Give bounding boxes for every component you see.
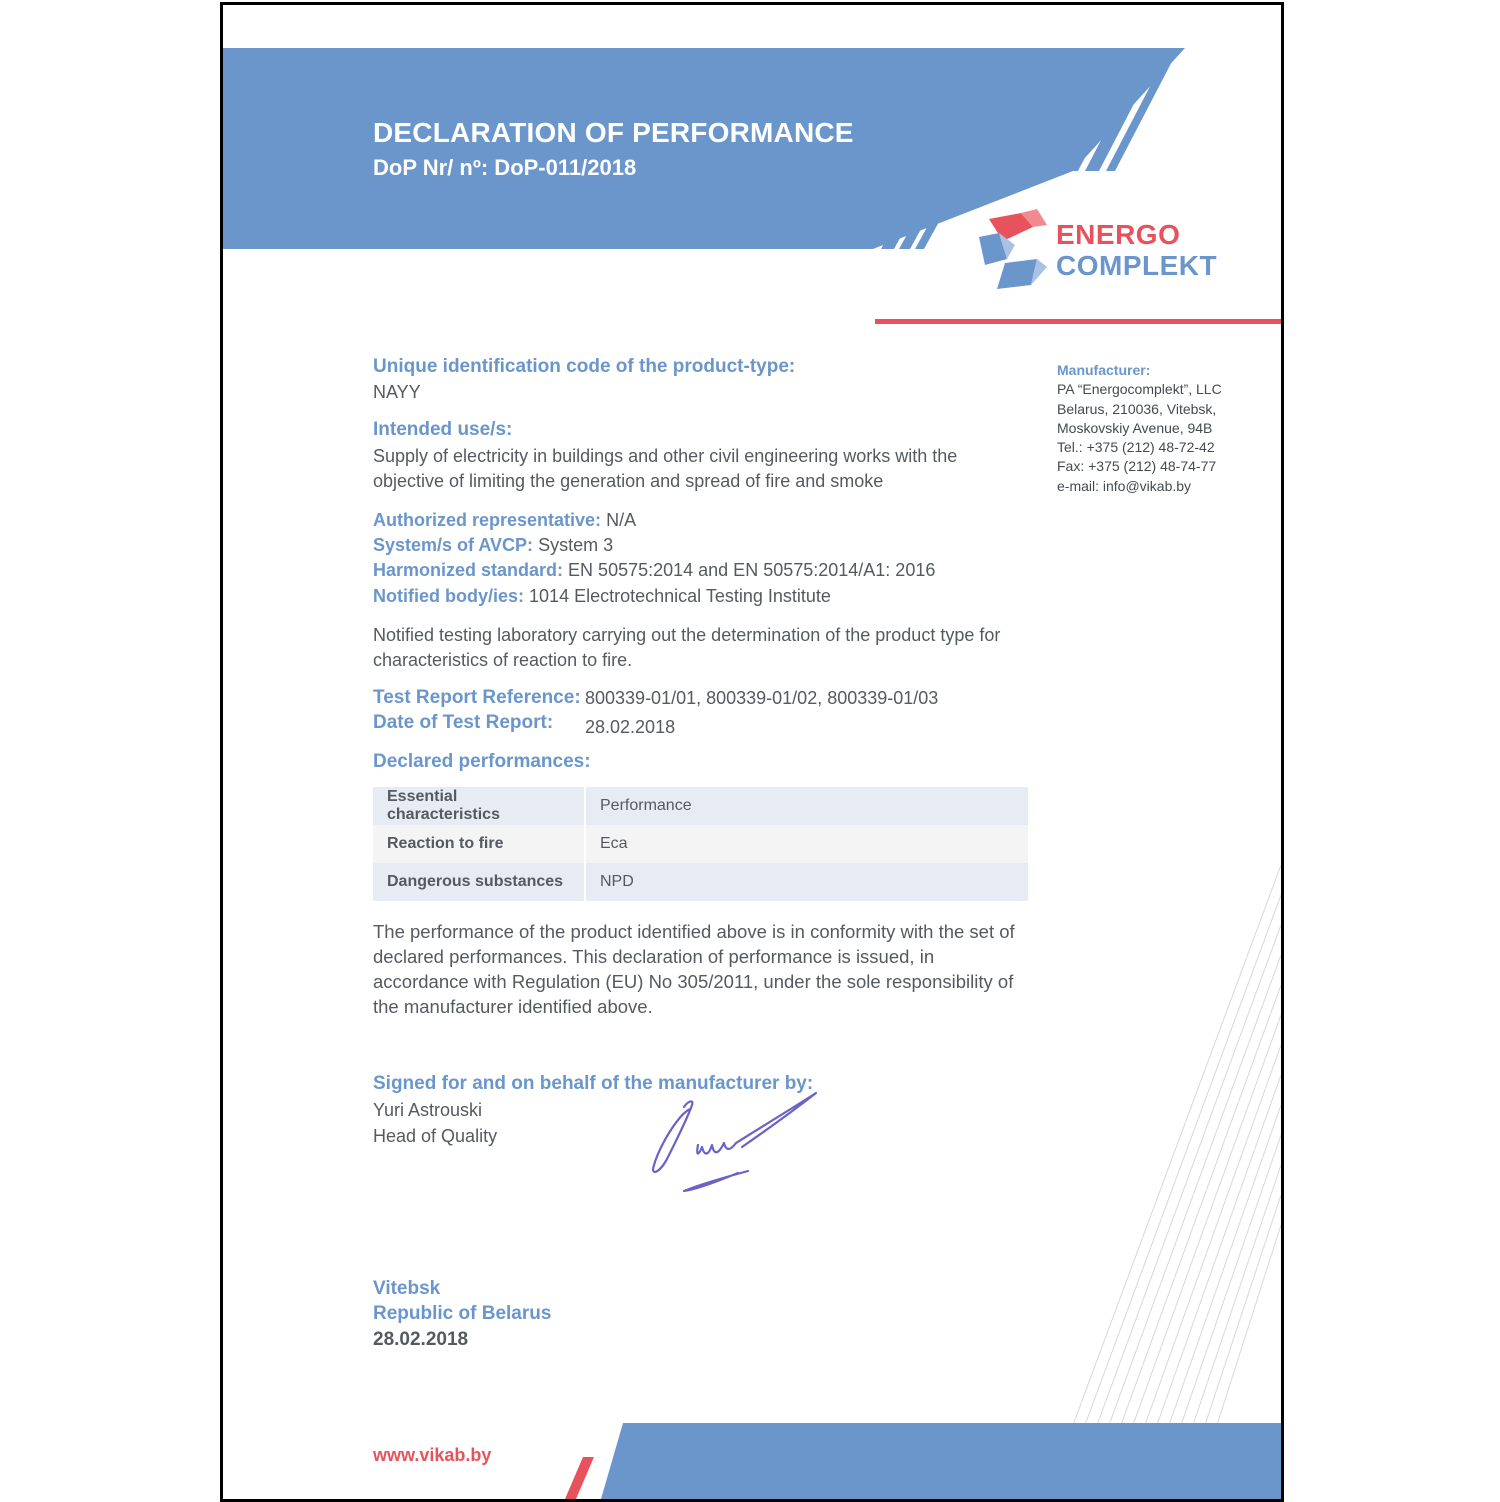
test-date-value: 28.02.2018 (585, 717, 676, 737)
signatory-position: Head of Quality (373, 1126, 498, 1146)
table-row (373, 863, 1028, 901)
avcp-label: System/s of AVCP: (373, 535, 534, 555)
intended-use-label: Intended use/s: (373, 419, 513, 440)
notified-body (373, 584, 1033, 609)
notified-body-value: 1014 Electrotechnical Testing Institute (529, 586, 831, 606)
manufacturer-fax: Fax: +375 (212) 48-74-77 (1057, 458, 1217, 475)
table-cell: NPD (585, 863, 1028, 901)
manufacturer-phone: Tel.: +375 (212) 48-72-42 (1057, 439, 1215, 456)
standard-value: EN 50575:2014 and EN 50575:2014/A1: 2016 (568, 560, 936, 580)
manufacturer-label: Manufacturer: (1057, 362, 1151, 378)
manufacturer-block (1057, 361, 1267, 496)
document-title: DECLARATION OF PERFORMANCE (373, 117, 854, 148)
signature-label: Signed for and on behalf of the manufacturer by: (373, 1073, 814, 1094)
place-city: Vitebsk (373, 1278, 441, 1299)
table-header-cell: Performance (585, 787, 1028, 825)
lab-note: Notified testing laboratory carrying out the determination of the product type for characteristics of reaction to fire. (373, 625, 1001, 670)
dop-number: DoP Nr/ nº: DoP-011/2018 (373, 155, 637, 180)
table-cell: Eca (585, 825, 1028, 863)
product-code-value: NAYY (373, 382, 421, 402)
energocomplekt-logo-icon (975, 209, 1051, 291)
place-date: 28.02.2018 (373, 1329, 469, 1350)
avcp-system (373, 533, 1033, 558)
website-link[interactable]: www.vikab.by (373, 1445, 492, 1465)
authorized-representative (373, 508, 1033, 533)
harmonized-standard (373, 558, 1033, 583)
table-header-cell: Essential characteristics (373, 787, 585, 825)
product-code-label: Unique identification code of the product-type: (373, 356, 796, 377)
manufacturer-line: Belarus, 210036, Vitebsk, (1057, 400, 1217, 417)
intended-use-value: Supply of electricity in buildings and other civil engineering works with the objective of limiting the generation and spread of fire and smoke (373, 446, 958, 491)
authorized-value: N/A (606, 510, 637, 530)
test-date-label: Date of Test Report: (373, 712, 554, 733)
conformity-statement: The performance of the product identified above is in conformity with the set of declared performances. This declaration of performance is issued, in accordance with Regulation (EU) No 305/2011, under the sole responsibility of the manufacturer identified above. (373, 921, 1015, 1017)
notified-body-label: Notified body/ies: (373, 586, 525, 606)
authorized-label: Authorized representative: (373, 510, 602, 530)
test-ref-label: Test Report Reference: (373, 687, 581, 708)
avcp-value: System 3 (538, 535, 614, 555)
declared-performances-label: Declared performances: (373, 751, 591, 772)
manufacturer-email: e-mail: info@vikab.by (1057, 477, 1192, 494)
standard-label: Harmonized standard: (373, 560, 564, 580)
handwritten-signature (638, 1085, 858, 1200)
table-cell: Dangerous substances (373, 863, 585, 901)
performance-table (373, 787, 1028, 901)
table-cell: Reaction to fire (373, 825, 585, 863)
place-country: Republic of Belarus (373, 1303, 552, 1324)
table-row (373, 787, 1028, 825)
manufacturer-line: Moskovskiy Avenue, 94B (1057, 419, 1213, 436)
logo-text-energo: ENERGO (1056, 219, 1181, 250)
logo-text-complekt: COMPLEKT (1056, 250, 1218, 281)
test-ref-value: 800339-01/01, 800339-01/02, 800339-01/03 (585, 688, 939, 708)
signatory-name: Yuri Astrouski (373, 1100, 483, 1120)
document-page (220, 2, 1284, 1502)
table-row (373, 825, 1028, 863)
manufacturer-line: PA “Energocomplekt”, LLC (1057, 381, 1222, 398)
